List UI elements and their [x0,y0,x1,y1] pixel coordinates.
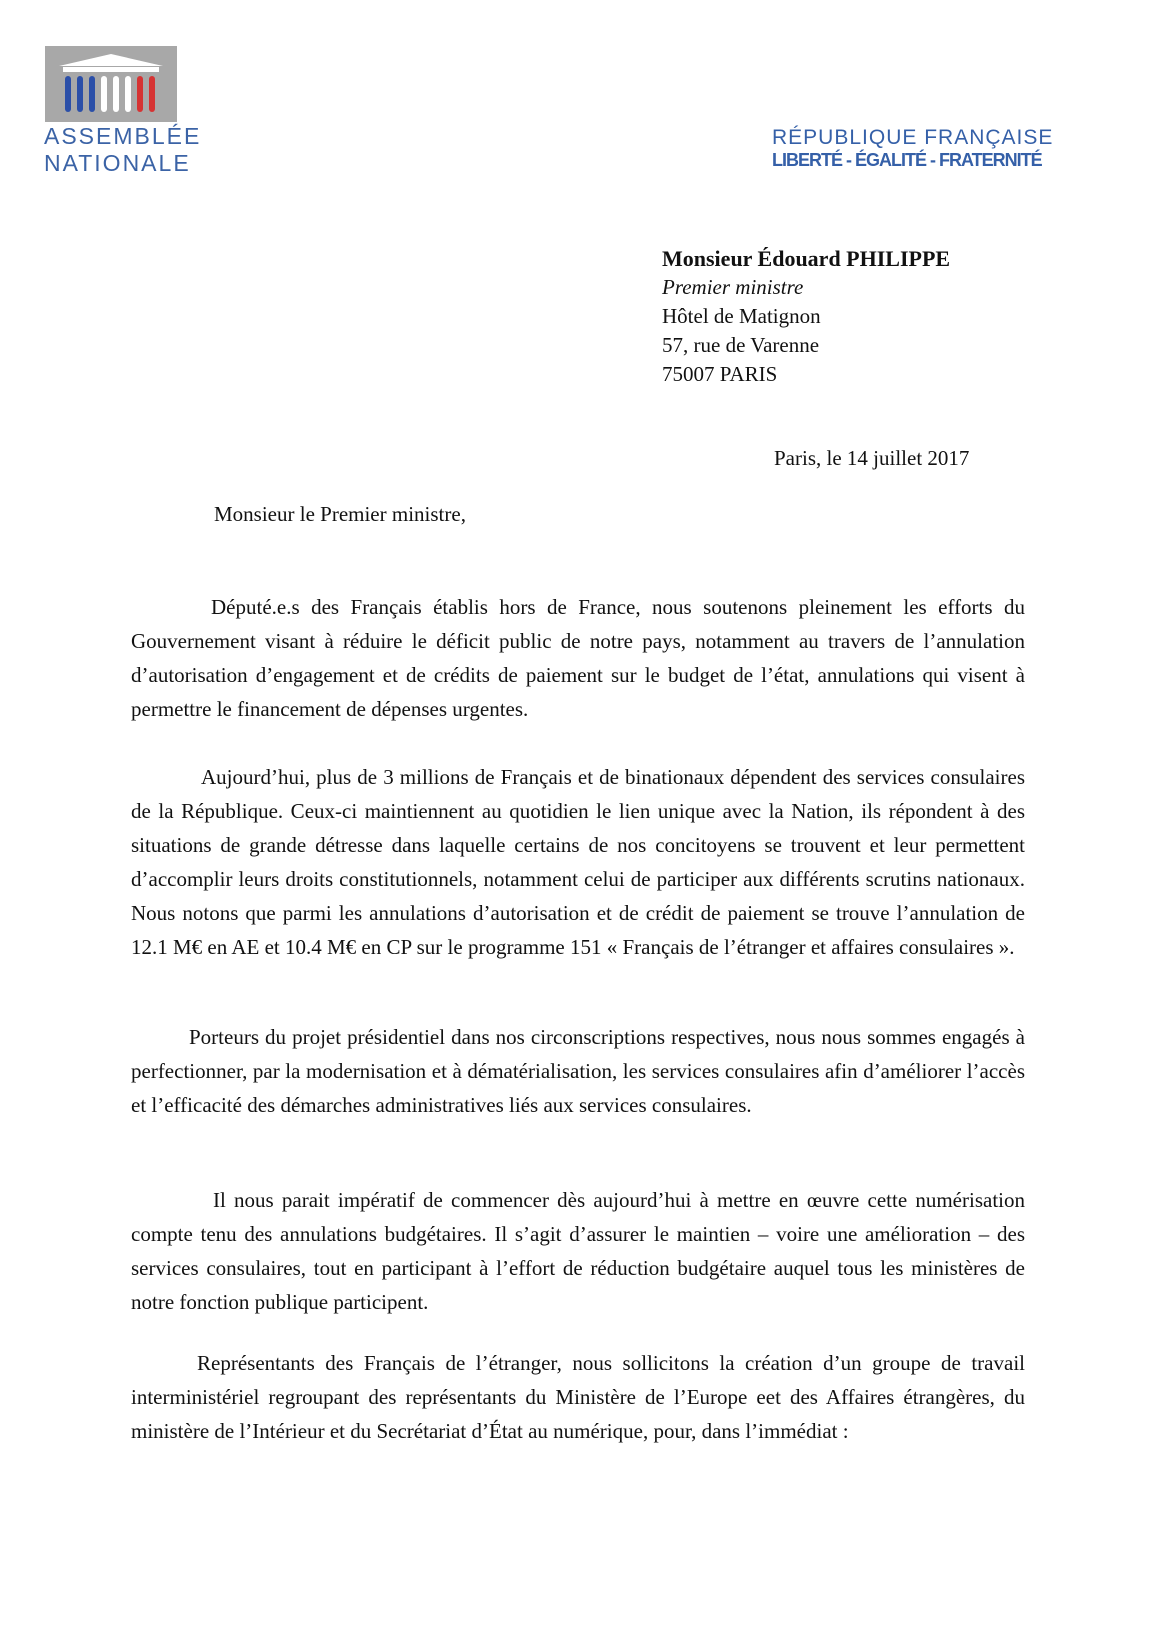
recipient-address-1: Hôtel de Matignon [662,304,821,328]
recipient-role: Premier ministre [662,275,804,299]
republique-francaise-mark [772,126,1053,171]
recipient-address-3: 75007 PARIS [662,362,778,386]
paragraph-5 [131,1346,1025,1448]
logo-line-2: NATIONALE [44,150,191,176]
paragraph-2 [131,760,1025,964]
assemblee-nationale-logo [44,46,202,176]
paragraph-text: Aujourd’hui, plus de 3 millions de Français et de binationaux dépendent des services consulaires de la République. Ceux-ci maintiennent au quotidien le lien unique avec la Nation, ils répondent à des situations de grande détresse dans laquelle certains de nos concitoyens se trouvent et leur permettent d’accomplir leurs droits constitutionnels, notamment celui de participer aux différents scrutins nationaux. Nous notons que parmi les annulations d’autorisation et de crédit de paiement se trouve l’annulation de 12.1 M€ en AE et 10.4 M€ en CP sur le programme 151 « Français de l’étranger et affaires consulaires ». [131,765,1025,959]
paragraph-text: Député.e.s des Français établis hors de France, nous soutenons pleinement les efforts du Gouvernement visant à réduire le déficit public de notre pays, notamment au travers de l’annulation d’autorisation d’engagement et de crédits de paiement sur le budget de l’état, annulations qui visent à permettre le financement de dépenses urgentes. [131,595,1025,721]
paragraph-text: Porteurs du projet présidentiel dans nos circonscriptions respectives, nous nous sommes engagés à perfectionner, par la modernisation et à dématérialisation, les services consulaires afin d’améliorer l’accès et l’efficacité des démarches administratives liés aux services consulaires. [131,1025,1025,1117]
recipient-address-2: 57, rue de Varenne [662,333,820,357]
recipient-block [662,244,950,389]
paragraph-text: Représentants des Français de l’étranger, nous sollicitons la création d’un groupe de travail interministériel regroupant des représentants du Ministère de l’Europe eet des Affaires étrangères, du ministère de l’Intérieur et du Secrétariat d’État au numérique, pour, dans l’immédiat : [131,1351,1025,1443]
paragraph-1 [131,590,1025,726]
paragraph-3 [131,1020,1025,1122]
salutation: Monsieur le Premier ministre, [214,502,466,526]
logo-line-1: ASSEMBLÉE [44,123,202,149]
recipient-name: Monsieur Édouard PHILIPPE [662,246,951,271]
republique-line: RÉPUBLIQUE FRANÇAISE [772,126,1054,149]
building-icon [45,46,177,122]
letter-date: Paris, le 14 juillet 2017 [774,446,970,470]
devise-line: LIBERTÉ - ÉGALITÉ - FRATERNITÉ [772,150,1042,170]
paragraph-4 [131,1183,1025,1319]
paragraph-text: Il nous parait impératif de commencer dès aujourd’hui à mettre en œuvre cette numérisation compte tenu des annulations budgétaires. Il s’agit d’assurer le maintien – voire une amélioration – des services consulaires, tout en participant à l’effort de réduction budgétaire auquel tous les ministères de notre fonction publique participent. [131,1188,1025,1314]
